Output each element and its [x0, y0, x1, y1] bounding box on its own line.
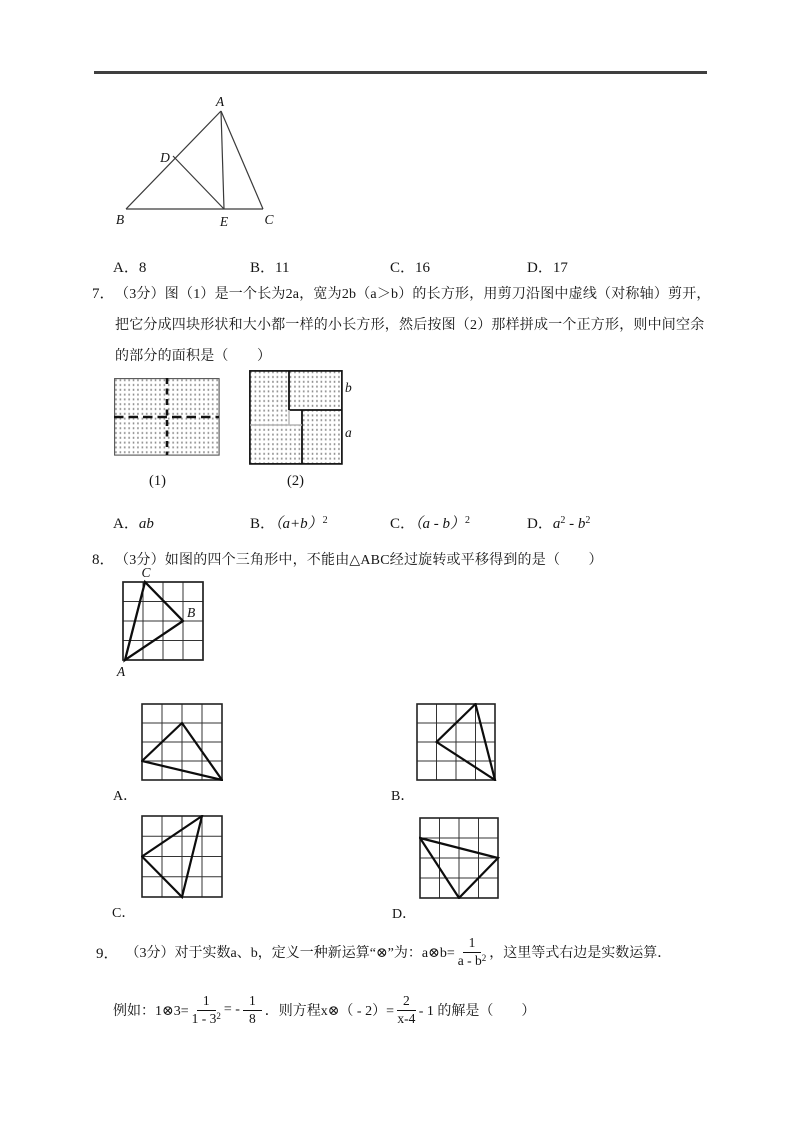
q9-fraction-example: $\frac{1}{1 - 3^2}$: [191, 992, 221, 1026]
q8-option-a-label: A．: [113, 789, 138, 804]
q8-vertex-label-b: B: [187, 605, 196, 620]
q8-vertex-label-a: A: [116, 664, 126, 679]
q6-option-b: B．11: [250, 260, 290, 276]
q8-option-b-grid: [416, 703, 498, 781]
vertex-label-b: B: [115, 212, 125, 227]
q8-option-c-label: C．: [112, 906, 136, 921]
q6-option-c: C．16: [390, 260, 431, 276]
q9-fraction-equation: $\frac{2}{x-4}$: [397, 992, 416, 1026]
q8-option-a-grid: [141, 703, 223, 781]
q9-fraction-definition: $\frac{1}{a - b^2}$: [457, 934, 487, 968]
q7-number: 7．: [92, 286, 115, 302]
q9-example-pre: 例如：1⊗3=: [113, 1004, 189, 1019]
q7-figure-2-label-a: a: [345, 425, 352, 440]
q9-line1-text: （3分）对于实数a、b，定义一种新运算“⊗”为：a⊗b=: [125, 946, 455, 961]
q9-line1: [96, 928, 671, 976]
q7-line1: （3分）图（1）是一个长为2a，宽为2b（a＞b）的长方形，用剪刀沿图中虚线（对称轴）剪开，: [115, 287, 711, 302]
q7-line2: 把它分成四块形状和大小都一样的小长方形，然后按图（2）那样拼成一个正方形，则中间空余: [115, 318, 705, 333]
header-divider-line: [94, 71, 707, 74]
q9-line2: [113, 986, 535, 1034]
q8-option-d-grid: [419, 817, 501, 899]
q8-option-d-label: D．: [392, 907, 417, 922]
q8-option-b-label: B．: [391, 789, 415, 804]
q7-option-d: D．$a^2 - b^2$: [527, 515, 591, 532]
q7-figure-2-square: [249, 370, 343, 465]
vertex-label-d: D: [160, 150, 170, 165]
q8-text: （3分）如图的四个三角形中，不能由△ABC经过旋转或平移得到的是（ ）: [115, 553, 603, 568]
q7-figure-2-label-b: b: [345, 380, 352, 395]
q8-option-c-grid: [141, 815, 223, 899]
q7-option-a: A．ab: [113, 516, 154, 532]
q7-figure-1-caption: (1): [149, 473, 166, 489]
vertex-label-c: C: [264, 212, 274, 227]
q8-number: 8．: [92, 552, 115, 568]
q6-option-d: D．17: [527, 260, 568, 276]
q7-line3: 的部分的面积是（ ）: [115, 349, 272, 364]
q8-main-grid-figure: [106, 562, 224, 684]
q9-equation-mid: ．则方程x⊗（ - 2）=: [264, 1004, 394, 1019]
q9-line1-post: ，这里等式右边是实数运算．: [489, 946, 672, 961]
q7-option-c: C．（a - b）$^2$: [390, 515, 471, 532]
q9-fraction-eighth: $\frac{1}{8}$: [243, 994, 262, 1027]
q6-triangle-figure: [95, 90, 290, 232]
q8-vertex-label-c: C: [141, 565, 151, 580]
q6-option-a: A．8: [113, 260, 147, 276]
q9-line2-post: - 1 的解是（ ）: [418, 1004, 536, 1019]
vertex-label-e: E: [219, 214, 229, 229]
q7-option-b: B．$(a+b)^2$: [250, 515, 328, 532]
q7-figure-2-caption: (2): [287, 473, 304, 489]
q7-figure-1-rectangle: [114, 378, 220, 456]
q9-number: 9．: [96, 945, 119, 962]
vertex-label-a: A: [215, 94, 225, 109]
q9-example-equals: = -: [223, 1002, 240, 1017]
